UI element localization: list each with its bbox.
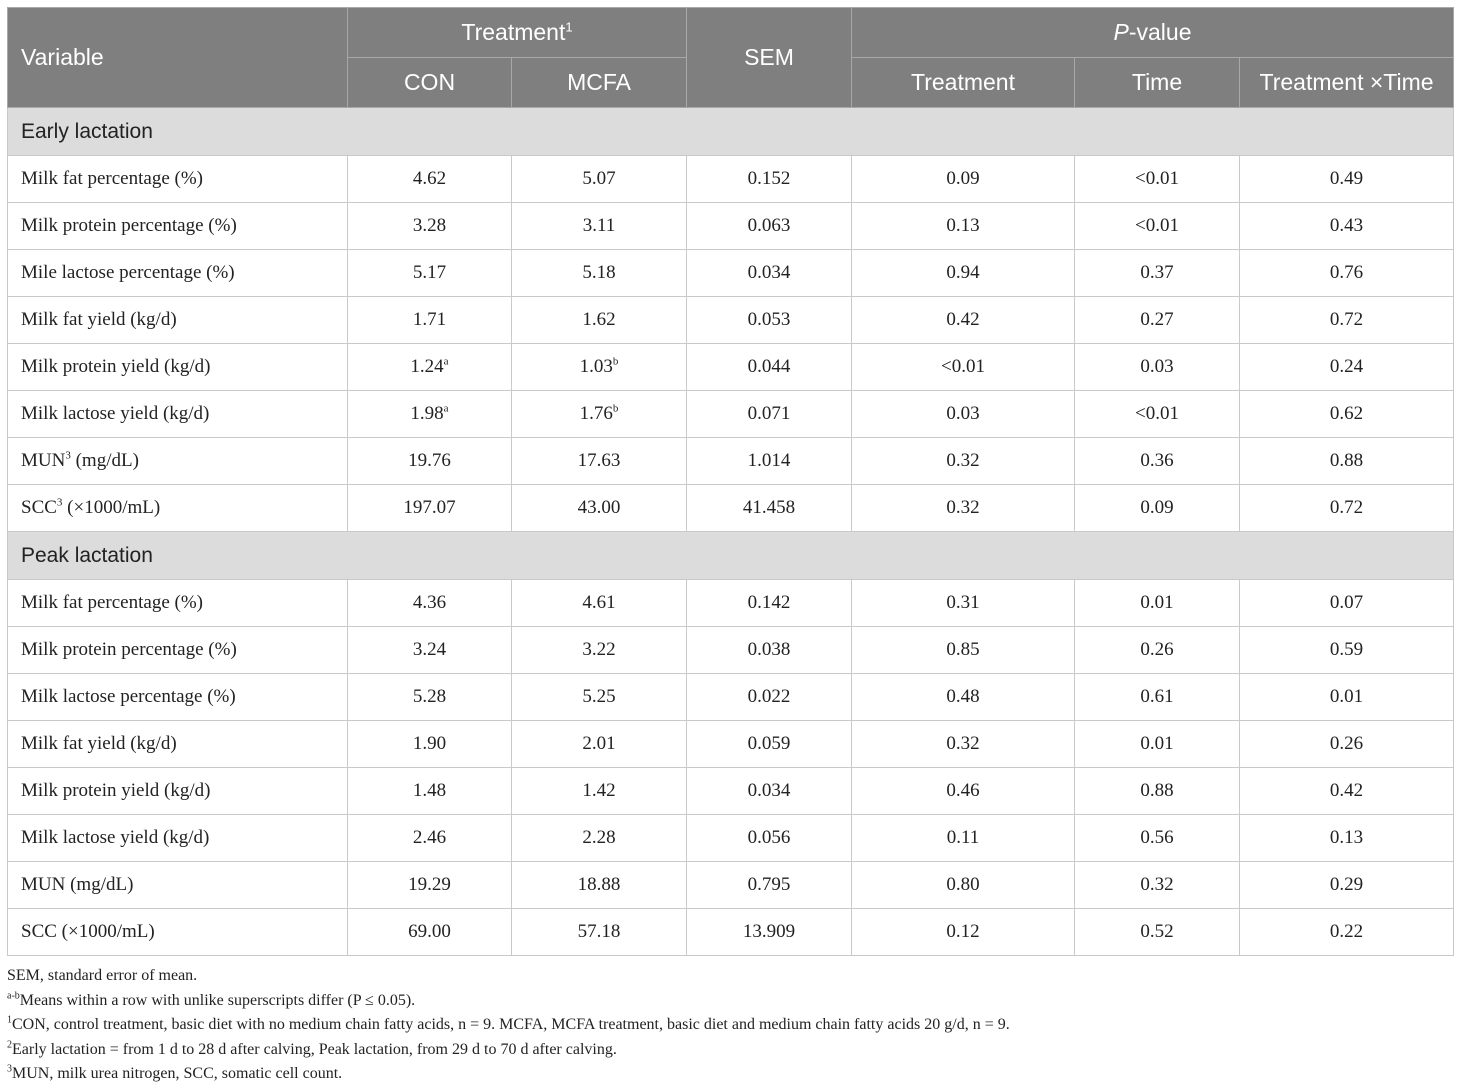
table-row — [8, 674, 1454, 721]
cell-mcfa-value: 5.18 — [582, 262, 616, 283]
cell-mcfa-value: 2.01 — [582, 733, 616, 754]
cell-p-interaction-value: 0.24 — [1329, 356, 1364, 377]
cell-con-value: 69.00 — [408, 921, 451, 942]
cell-mcfa — [512, 674, 687, 721]
cell-p-time-value: 0.27 — [1140, 309, 1174, 330]
cell-con-value: 5.28 — [412, 686, 447, 707]
cell-variable — [8, 344, 348, 391]
cell-p-treatment — [852, 768, 1075, 815]
cell-mcfa — [512, 156, 687, 203]
header-con: CON — [348, 58, 512, 108]
table-row — [8, 485, 1454, 532]
cell-con — [348, 721, 512, 768]
header-pvalue-group — [852, 8, 1454, 58]
cell-mcfa-superscript: b — [612, 402, 619, 415]
table-row — [8, 250, 1454, 297]
variable-label: SCC — [21, 497, 57, 518]
cell-p-interaction — [1240, 768, 1454, 815]
cell-variable — [8, 674, 348, 721]
cell-mcfa-superscript: b — [612, 355, 619, 368]
variable-label-sup: 3 — [56, 496, 63, 509]
footnote-text: Early lactation = from 1 d to 28 d after calving, Peak lactation, from 29 d to 70 d after calving. — [12, 1040, 617, 1058]
cell-p-treatment-value: 0.31 — [946, 592, 980, 613]
cell-p-interaction-value: 0.49 — [1329, 168, 1364, 189]
footnote-marker: 2 — [7, 1039, 12, 1051]
cell-con — [348, 862, 512, 909]
cell-p-interaction — [1240, 627, 1454, 674]
cell-p-interaction-value: 0.59 — [1329, 639, 1364, 660]
header-p-time: Time — [1075, 58, 1240, 108]
cell-p-time-value: 0.03 — [1140, 356, 1174, 377]
header-mcfa: MCFA — [512, 58, 687, 108]
cell-sem — [687, 391, 852, 438]
section-title: Peak lactation — [8, 532, 1454, 580]
cell-p-treatment — [852, 721, 1075, 768]
cell-sem — [687, 909, 852, 956]
cell-variable — [8, 909, 348, 956]
cell-p-time — [1075, 768, 1240, 815]
header-p-treatment: Treatment — [852, 58, 1075, 108]
cell-con — [348, 909, 512, 956]
variable-label: SCC (×1000/mL) — [21, 921, 155, 942]
cell-sem — [687, 815, 852, 862]
cell-sem-value: 0.059 — [747, 733, 791, 754]
table-footnotes — [7, 964, 1453, 1087]
cell-sem-value: 41.458 — [742, 497, 796, 518]
cell-p-interaction-value: 0.62 — [1329, 403, 1364, 424]
cell-p-time-value: <0.01 — [1135, 403, 1179, 424]
cell-con-value: 3.24 — [412, 639, 447, 660]
footnote — [7, 964, 1453, 989]
cell-con — [348, 815, 512, 862]
results-table — [7, 7, 1454, 956]
cell-sem-value: 0.795 — [747, 874, 791, 895]
cell-p-time-value: 0.61 — [1140, 686, 1174, 707]
cell-p-interaction-value: 0.07 — [1329, 592, 1364, 613]
header-treatment-group-label: Treatment — [461, 19, 566, 45]
variable-label: Milk lactose yield (kg/d) — [21, 827, 210, 848]
cell-con-value: 1.90 — [412, 733, 447, 754]
cell-p-time-value: 0.01 — [1140, 592, 1174, 613]
cell-p-treatment-value: 0.03 — [946, 403, 980, 424]
cell-p-treatment — [852, 627, 1075, 674]
cell-mcfa — [512, 250, 687, 297]
footnote — [7, 1062, 1453, 1087]
cell-p-time — [1075, 297, 1240, 344]
footnote-text: MUN, milk urea nitrogen, SCC, somatic cell count. — [12, 1065, 343, 1082]
footnote — [7, 989, 1453, 1014]
cell-mcfa — [512, 721, 687, 768]
cell-p-interaction — [1240, 391, 1454, 438]
cell-mcfa — [512, 909, 687, 956]
cell-mcfa — [512, 485, 687, 532]
cell-con-value: 2.46 — [412, 827, 447, 848]
table-body — [8, 108, 1454, 956]
cell-p-interaction — [1240, 344, 1454, 391]
cell-p-time — [1075, 862, 1240, 909]
cell-con — [348, 674, 512, 721]
cell-p-time — [1075, 391, 1240, 438]
cell-sem — [687, 203, 852, 250]
cell-variable — [8, 485, 348, 532]
cell-p-time-value: 0.26 — [1140, 639, 1174, 660]
cell-mcfa-value: 1.62 — [582, 309, 616, 330]
cell-sem — [687, 485, 852, 532]
cell-variable — [8, 815, 348, 862]
cell-p-time — [1075, 674, 1240, 721]
variable-label-unit: (mg/dL) — [70, 450, 139, 471]
cell-mcfa — [512, 815, 687, 862]
section-row — [8, 108, 1454, 156]
cell-con — [348, 391, 512, 438]
variable-label-sup: 3 — [65, 449, 71, 462]
cell-p-time-value: 0.36 — [1140, 450, 1174, 471]
cell-p-treatment — [852, 909, 1075, 956]
cell-p-treatment-value: 0.09 — [946, 168, 980, 189]
cell-p-treatment-value: 0.42 — [946, 309, 980, 330]
table-row — [8, 344, 1454, 391]
header-pvalue-italic: P — [1113, 19, 1129, 45]
header-treatment-group — [348, 8, 687, 58]
cell-p-time-value: <0.01 — [1135, 215, 1179, 236]
cell-con-value: 4.62 — [412, 168, 447, 189]
cell-p-interaction-value: 0.29 — [1329, 874, 1364, 895]
cell-sem — [687, 156, 852, 203]
cell-p-time-value: <0.01 — [1135, 168, 1179, 189]
cell-sem-value: 0.044 — [747, 356, 791, 377]
cell-p-interaction — [1240, 862, 1454, 909]
cell-p-time — [1075, 203, 1240, 250]
cell-sem — [687, 627, 852, 674]
cell-con — [348, 580, 512, 627]
cell-sem-value: 13.909 — [742, 921, 796, 942]
cell-con — [348, 344, 512, 391]
table-row — [8, 768, 1454, 815]
cell-sem-value: 0.022 — [747, 686, 791, 707]
cell-p-time — [1075, 627, 1240, 674]
cell-p-interaction — [1240, 250, 1454, 297]
cell-variable — [8, 862, 348, 909]
cell-mcfa — [512, 580, 687, 627]
cell-p-interaction — [1240, 156, 1454, 203]
cell-sem-value: 1.014 — [747, 450, 791, 471]
cell-p-time — [1075, 438, 1240, 485]
cell-p-interaction-value: 0.72 — [1329, 497, 1364, 518]
cell-p-treatment — [852, 674, 1075, 721]
table-header — [8, 8, 1454, 108]
variable-label: Milk lactose yield (kg/d) — [21, 403, 210, 424]
cell-mcfa — [512, 391, 687, 438]
cell-con-value: 5.17 — [412, 262, 447, 283]
cell-sem-value: 0.034 — [747, 262, 791, 283]
table-row — [8, 156, 1454, 203]
cell-con — [348, 156, 512, 203]
cell-p-time-value: 0.52 — [1140, 921, 1174, 942]
cell-p-treatment-value: 0.32 — [946, 450, 980, 471]
cell-p-time — [1075, 909, 1240, 956]
cell-sem-value: 0.063 — [747, 215, 791, 236]
cell-variable — [8, 721, 348, 768]
variable-label: Milk protein percentage (%) — [21, 639, 237, 660]
cell-mcfa — [512, 297, 687, 344]
cell-mcfa — [512, 862, 687, 909]
variable-label: Mile lactose percentage (%) — [21, 262, 235, 283]
cell-p-treatment — [852, 344, 1075, 391]
cell-p-time — [1075, 344, 1240, 391]
cell-p-interaction — [1240, 815, 1454, 862]
table-row — [8, 627, 1454, 674]
cell-sem — [687, 768, 852, 815]
cell-variable — [8, 580, 348, 627]
table-row — [8, 391, 1454, 438]
cell-p-time-value: 0.37 — [1140, 262, 1174, 283]
cell-p-interaction-value: 0.26 — [1329, 733, 1364, 754]
variable-label: Milk fat yield (kg/d) — [21, 733, 177, 754]
table-row — [8, 721, 1454, 768]
cell-p-treatment-value: 0.94 — [946, 262, 980, 283]
cell-con — [348, 297, 512, 344]
cell-p-treatment-value: 0.46 — [946, 780, 980, 801]
cell-p-interaction-value: 0.13 — [1329, 827, 1364, 848]
cell-p-treatment-value: 0.32 — [946, 497, 980, 518]
footnote-marker: 3 — [7, 1063, 12, 1075]
cell-con — [348, 250, 512, 297]
cell-p-interaction — [1240, 438, 1454, 485]
cell-con — [348, 768, 512, 815]
cell-p-interaction — [1240, 297, 1454, 344]
cell-p-time — [1075, 580, 1240, 627]
cell-con-value: 1.48 — [412, 780, 447, 801]
cell-sem — [687, 438, 852, 485]
cell-con-superscript: a — [443, 402, 449, 415]
cell-mcfa-value: 1.03 — [579, 356, 613, 377]
cell-p-interaction — [1240, 485, 1454, 532]
cell-sem-value: 0.053 — [747, 309, 791, 330]
cell-p-interaction — [1240, 203, 1454, 250]
cell-con-value: 1.71 — [412, 309, 447, 330]
cell-con — [348, 203, 512, 250]
cell-p-treatment — [852, 156, 1075, 203]
cell-p-treatment-value: 0.32 — [946, 733, 980, 754]
cell-mcfa-value: 1.76 — [579, 403, 613, 424]
cell-con-value: 19.29 — [408, 874, 451, 895]
cell-con-value: 19.76 — [408, 450, 451, 471]
cell-p-treatment — [852, 580, 1075, 627]
footnote — [7, 1013, 1453, 1038]
cell-p-treatment — [852, 862, 1075, 909]
footnote-marker: 1 — [7, 1014, 12, 1026]
section-title: Early lactation — [8, 108, 1454, 156]
header-variable: Variable — [8, 8, 348, 108]
cell-sem — [687, 250, 852, 297]
table-row — [8, 297, 1454, 344]
variable-label: Milk lactose percentage (%) — [21, 686, 236, 707]
cell-con-value: 4.36 — [412, 592, 447, 613]
cell-con-value: 1.98 — [410, 403, 444, 424]
cell-p-treatment-value: 0.80 — [946, 874, 980, 895]
table-row — [8, 203, 1454, 250]
cell-variable — [8, 203, 348, 250]
cell-variable — [8, 391, 348, 438]
cell-p-treatment-value: <0.01 — [941, 356, 985, 377]
cell-p-treatment-value: 0.85 — [946, 639, 980, 660]
cell-mcfa-value: 57.18 — [577, 921, 621, 942]
cell-p-interaction-value: 0.88 — [1329, 450, 1364, 471]
table-row — [8, 815, 1454, 862]
cell-p-interaction-value: 0.72 — [1329, 309, 1364, 330]
variable-label: Milk protein yield (kg/d) — [21, 780, 211, 801]
cell-con-value: 1.24 — [410, 356, 444, 377]
cell-variable — [8, 250, 348, 297]
footnote — [7, 1038, 1453, 1063]
cell-sem-value: 0.071 — [747, 403, 791, 424]
cell-sem — [687, 344, 852, 391]
variable-label: Milk protein percentage (%) — [21, 215, 237, 236]
cell-sem — [687, 297, 852, 344]
cell-sem — [687, 862, 852, 909]
cell-mcfa-value: 2.28 — [582, 827, 616, 848]
cell-p-treatment — [852, 391, 1075, 438]
cell-mcfa — [512, 344, 687, 391]
header-p-interaction: Treatment ×Time — [1240, 58, 1454, 108]
cell-mcfa — [512, 627, 687, 674]
cell-p-treatment — [852, 438, 1075, 485]
cell-p-time — [1075, 156, 1240, 203]
cell-p-interaction — [1240, 580, 1454, 627]
cell-mcfa-value: 4.61 — [582, 592, 616, 613]
cell-p-treatment-value: 0.11 — [946, 827, 980, 848]
cell-p-time-value: 0.56 — [1140, 827, 1174, 848]
table-row — [8, 862, 1454, 909]
cell-p-interaction — [1240, 909, 1454, 956]
section-row — [8, 532, 1454, 580]
cell-sem-value: 0.056 — [747, 827, 791, 848]
table-row — [8, 580, 1454, 627]
cell-p-interaction-value: 0.76 — [1329, 262, 1364, 283]
cell-p-time-value: 0.32 — [1140, 874, 1174, 895]
cell-mcfa-value: 43.00 — [577, 497, 621, 518]
cell-p-interaction-value: 0.01 — [1329, 686, 1364, 707]
cell-p-treatment-value: 0.48 — [946, 686, 980, 707]
cell-p-interaction — [1240, 674, 1454, 721]
cell-p-treatment — [852, 250, 1075, 297]
variable-label-unit: (×1000/mL) — [62, 497, 161, 518]
cell-mcfa — [512, 768, 687, 815]
cell-p-treatment — [852, 297, 1075, 344]
cell-mcfa-value: 3.11 — [582, 215, 616, 236]
cell-p-treatment — [852, 815, 1075, 862]
cell-p-treatment — [852, 485, 1075, 532]
cell-mcfa-value: 3.22 — [582, 639, 616, 660]
cell-p-time — [1075, 721, 1240, 768]
cell-con — [348, 485, 512, 532]
cell-variable — [8, 297, 348, 344]
cell-sem — [687, 721, 852, 768]
cell-mcfa — [512, 203, 687, 250]
results-table-container — [7, 7, 1453, 956]
cell-p-interaction — [1240, 721, 1454, 768]
footnote-text: SEM, standard error of mean. — [7, 967, 198, 984]
cell-p-time-value: 0.01 — [1140, 733, 1174, 754]
cell-p-time — [1075, 815, 1240, 862]
cell-mcfa — [512, 438, 687, 485]
cell-sem-value: 0.142 — [747, 592, 791, 613]
header-pvalue-rest: -value — [1128, 19, 1192, 45]
cell-p-interaction-value: 0.22 — [1329, 921, 1364, 942]
cell-con-superscript: a — [443, 355, 449, 368]
cell-sem — [687, 580, 852, 627]
table-row — [8, 438, 1454, 485]
cell-p-treatment — [852, 203, 1075, 250]
cell-sem-value: 0.034 — [747, 780, 791, 801]
variable-label: Milk fat yield (kg/d) — [21, 309, 177, 330]
cell-sem-value: 0.038 — [747, 639, 791, 660]
cell-p-interaction-value: 0.42 — [1329, 780, 1364, 801]
footnote-text: CON, control treatment, basic diet with no medium chain fatty acids, n = 9. MCFA, MCFA treatment, basic diet and medium chain fatty acids 20 g/d, n = 9. — [12, 1016, 1010, 1033]
cell-p-time — [1075, 250, 1240, 297]
cell-p-time-value: 0.09 — [1140, 497, 1174, 518]
cell-con-value: 3.28 — [412, 215, 447, 236]
footnote-text: Means within a row with unlike superscripts differ (P ≤ 0.05). — [19, 991, 416, 1009]
cell-con — [348, 438, 512, 485]
cell-p-treatment-value: 0.12 — [946, 921, 980, 942]
cell-p-interaction-value: 0.43 — [1329, 215, 1364, 236]
cell-mcfa-value: 17.63 — [577, 450, 621, 471]
variable-label: MUN — [21, 450, 66, 471]
cell-variable — [8, 627, 348, 674]
cell-sem — [687, 674, 852, 721]
header-sem: SEM — [687, 8, 852, 108]
cell-p-treatment-value: 0.13 — [946, 215, 980, 236]
cell-sem-value: 0.152 — [747, 168, 791, 189]
variable-label: MUN (mg/dL) — [21, 874, 134, 895]
variable-label: Milk fat percentage (%) — [21, 168, 203, 189]
header-treatment-group-sup: 1 — [565, 19, 573, 35]
cell-con-value: 197.07 — [403, 497, 456, 518]
footnote-marker: a-b — [7, 990, 20, 1002]
cell-mcfa-value: 1.42 — [582, 780, 616, 801]
cell-variable — [8, 438, 348, 485]
cell-mcfa-value: 5.25 — [582, 686, 616, 707]
table-row — [8, 909, 1454, 956]
variable-label: Milk protein yield (kg/d) — [21, 356, 211, 377]
cell-p-time-value: 0.88 — [1140, 780, 1174, 801]
cell-variable — [8, 768, 348, 815]
cell-mcfa-value: 18.88 — [577, 874, 621, 895]
variable-label: Milk fat percentage (%) — [21, 592, 203, 613]
cell-p-time — [1075, 485, 1240, 532]
cell-con — [348, 627, 512, 674]
cell-variable — [8, 156, 348, 203]
cell-mcfa-value: 5.07 — [582, 168, 616, 189]
